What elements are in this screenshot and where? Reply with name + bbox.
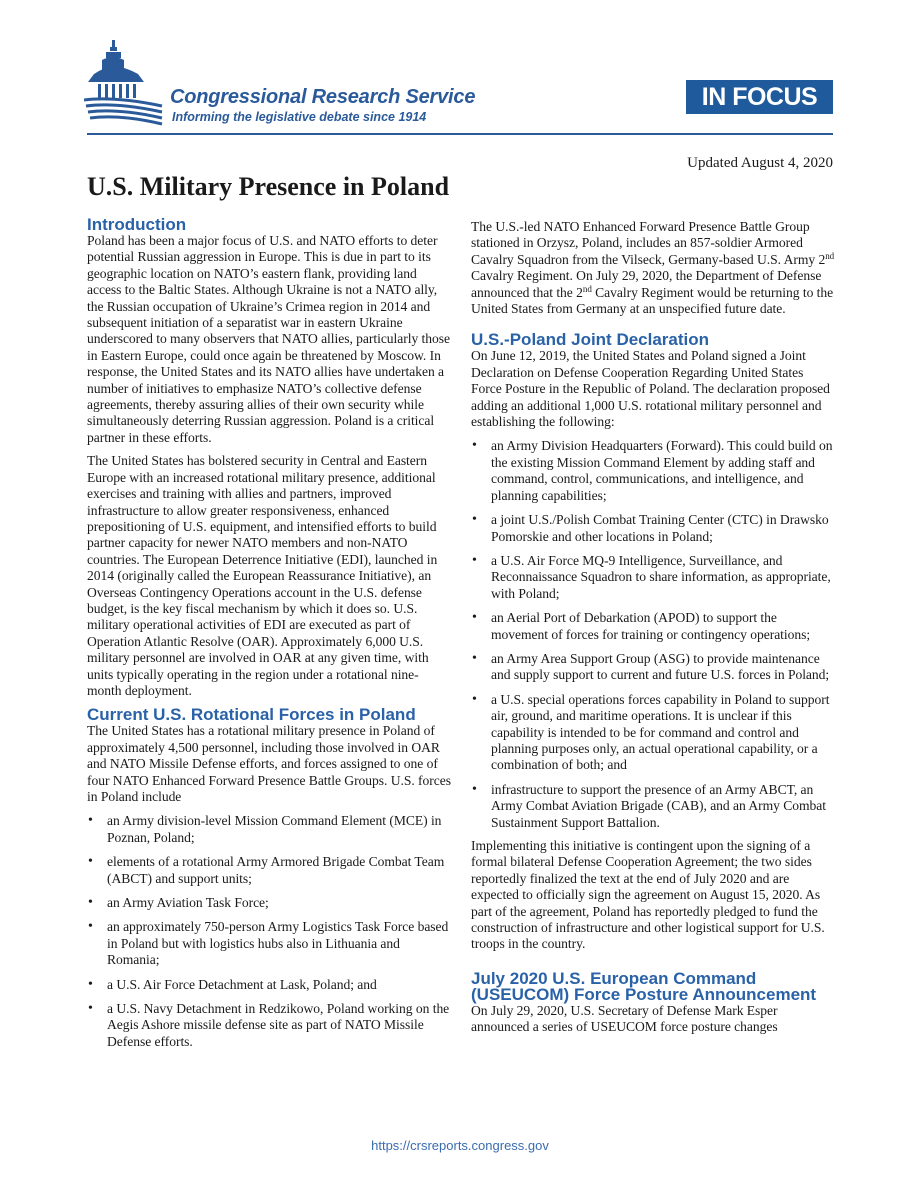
list-item: • an approximately 750-person Army Logistics Task Force based in Poland but with logistics hubs also in Lithuania and Romania; [87,919,451,968]
list-item: • an Army Area Support Group (ASG) to provide maintenance and supply support to current and future U.S. forces in Poland; [471,651,835,684]
ordinal-suffix: nd [582,283,592,294]
efp-text-2: Cavalry Regiment. On July 29, 2020, the Department of Defense announced that the 2 [471,268,822,300]
footer-link[interactable]: https://crsreports.congress.gov [371,1138,549,1153]
updated-date: Updated August 4, 2020 [687,155,833,171]
list-item: • elements of a rotational Army Armored Brigade Combat Team (ABCT) and support units; [87,854,451,887]
joint-paragraph: On June 12, 2019, the United States and Poland signed a Joint Declaration on Defense Cooperation Regarding United States Force Posture in the Republic of Poland. The declaration proposed adding an additional 1,000 U.S. rotational military personnel and establishing the following: [471,348,830,430]
page-title: U.S. Military Presence in Poland [87,172,450,201]
efp-paragraph [471,219,835,317]
list-item: • a U.S. Navy Detachment in Redzikowo, Poland working on the Aegis Ashore missile defense site as part of NATO Missile Defense efforts. [87,1001,451,1050]
list-item: • an Army division-level Mission Command Element (MCE) in Poznan, Poland; [87,813,451,846]
section-heading-joint-declaration: U.S.-Poland Joint Declaration [471,330,710,350]
efp-text-3: Cavalry Regiment would be returning to the United States from Germany at an unspecified future date. [471,284,834,317]
brand-tagline: Informing the legislative debate since 1914 [172,110,427,124]
efp-text-1: The U.S.-led NATO Enhanced Forward Presence Battle Group stationed in Orzysz, Poland, includes an 857-soldier Armored Cavalry Squadron from the Vilseck, Germany-based U.S. Army 2 [471,219,826,267]
list-item: • a U.S. special operations forces capability in Poland to support air, ground, and maritime operations. It is unclear if this capability is intended to be for command and control and planning purposes only, an actual operational capability, or a combination of both; and [471,692,835,774]
implementation-paragraph: Implementing this initiative is contingent upon the signing of a formal bilateral Defense Cooperation Agreement; the two sides reportedly finalized the text at the end of July 2020 and are expected to officially sign the agreement on August 15, 2020. As part of the agreement, Poland has reportedly pledged to fund the construction of infrastructure and other logistical support for U.S. troops in the country. [471,838,825,952]
list-item: • a U.S. Air Force MQ-9 Intelligence, Surveillance, and Reconnaissance Squadron to share information, as appropriate, with Poland; [471,553,835,602]
intro-paragraph-2: The United States has bolstered security in Central and Eastern Europe with an increased rotational military presence, additional exercises and training with allies and partners, improved infrastructure to allow greater responsiveness, enhanced prepositioning of U.S. equipment, and intensified efforts to build partner capacity for newer NATO members and non-NATO countries. The European Deterrence Initiative (EDI), launched in 2014 (originally called the European Reassurance Initiative), an Overseas Contingency Operations account in the U.S. defense budget, is the key fiscal mechanism by which it does so. U.S. military operational activities of EDI are executed as part of Operation Atlantic Resolve (OAR). Approximately 6,000 U.S. military personnel are involved in OAR at any given time, with units typically operating in the region under a rotational nine-month deployment. [87,453,438,698]
list-item: • an Army Division Headquarters (Forward). This could build on the existing Mission Command Element by adding staff and command, control, communications, and intelligence, and planning capabilities; [471,438,835,504]
joint-list [471,438,835,831]
intro-paragraph-1: Poland has been a major focus of U.S. and NATO efforts to deter potential Russian aggression in Europe. This is due in part to its geographic location on NATO’s eastern flank, providing land access to the Baltic States. Although Ukraine is not a NATO ally, the Russian occupation of Ukraine’s Crimea region in 2014 and subsequent initiation of a separatist war in eastern Ukraine underscored to many observers that NATO allies, particularly those in Eastern Europe, could once again be threatened by Moscow. In response, the United States and its NATO allies have undertaken a number of initiatives to emphasize NATO’s collective defense agreements, thereby assuring allies of their own security while simultaneously deterring Russian aggression. Poland is a critical partner in these efforts. [87,233,451,445]
section-heading-current-forces: Current U.S. Rotational Forces in Poland [87,705,416,725]
left-column [87,217,451,1050]
header-rule [87,133,833,135]
in-focus-badge: IN FOCUS [686,80,833,114]
page-header [0,0,920,140]
ordinal-suffix: nd [825,250,835,261]
list-item: • an Army Aviation Task Force; [87,895,451,911]
forces-paragraph: The United States has a rotational military presence in Poland of approximately 4,500 personnel, including those involved in OAR and NATO Missile Defense efforts, and forces assigned to one of four NATO Enhanced Forward Presence Battle Groups. U.S. forces in Poland include [87,723,451,804]
right-column [471,217,835,1036]
july-paragraph: On July 29, 2020, U.S. Secretary of Defense Mark Esper announced a series of USEUCOM force posture changes [471,1002,778,1035]
brand-name: Congressional Research Service [170,86,476,108]
section-heading-introduction: Introduction [87,215,187,234]
list-item: • a joint U.S./Polish Combat Training Center (CTC) in Drawsko Pomorskie and other locations in Poland; [471,512,835,545]
forces-list [87,813,451,1050]
list-item: • an Aerial Port of Debarkation (APOD) to support the movement of forces for training or contingency operations; [471,610,835,643]
section-heading-july-announcement: July 2020 U.S. European Command (USEUCOM) Force Posture Announcement [471,968,817,1004]
capitol-dome-icon [84,40,164,128]
list-item: • a U.S. Air Force Detachment at Lask, Poland; and [87,977,451,993]
list-item: • infrastructure to support the presence of an Army ABCT, an Army Combat Aviation Brigade (CAB), and an Army Combat Sustainment Support Battalion. [471,782,835,831]
